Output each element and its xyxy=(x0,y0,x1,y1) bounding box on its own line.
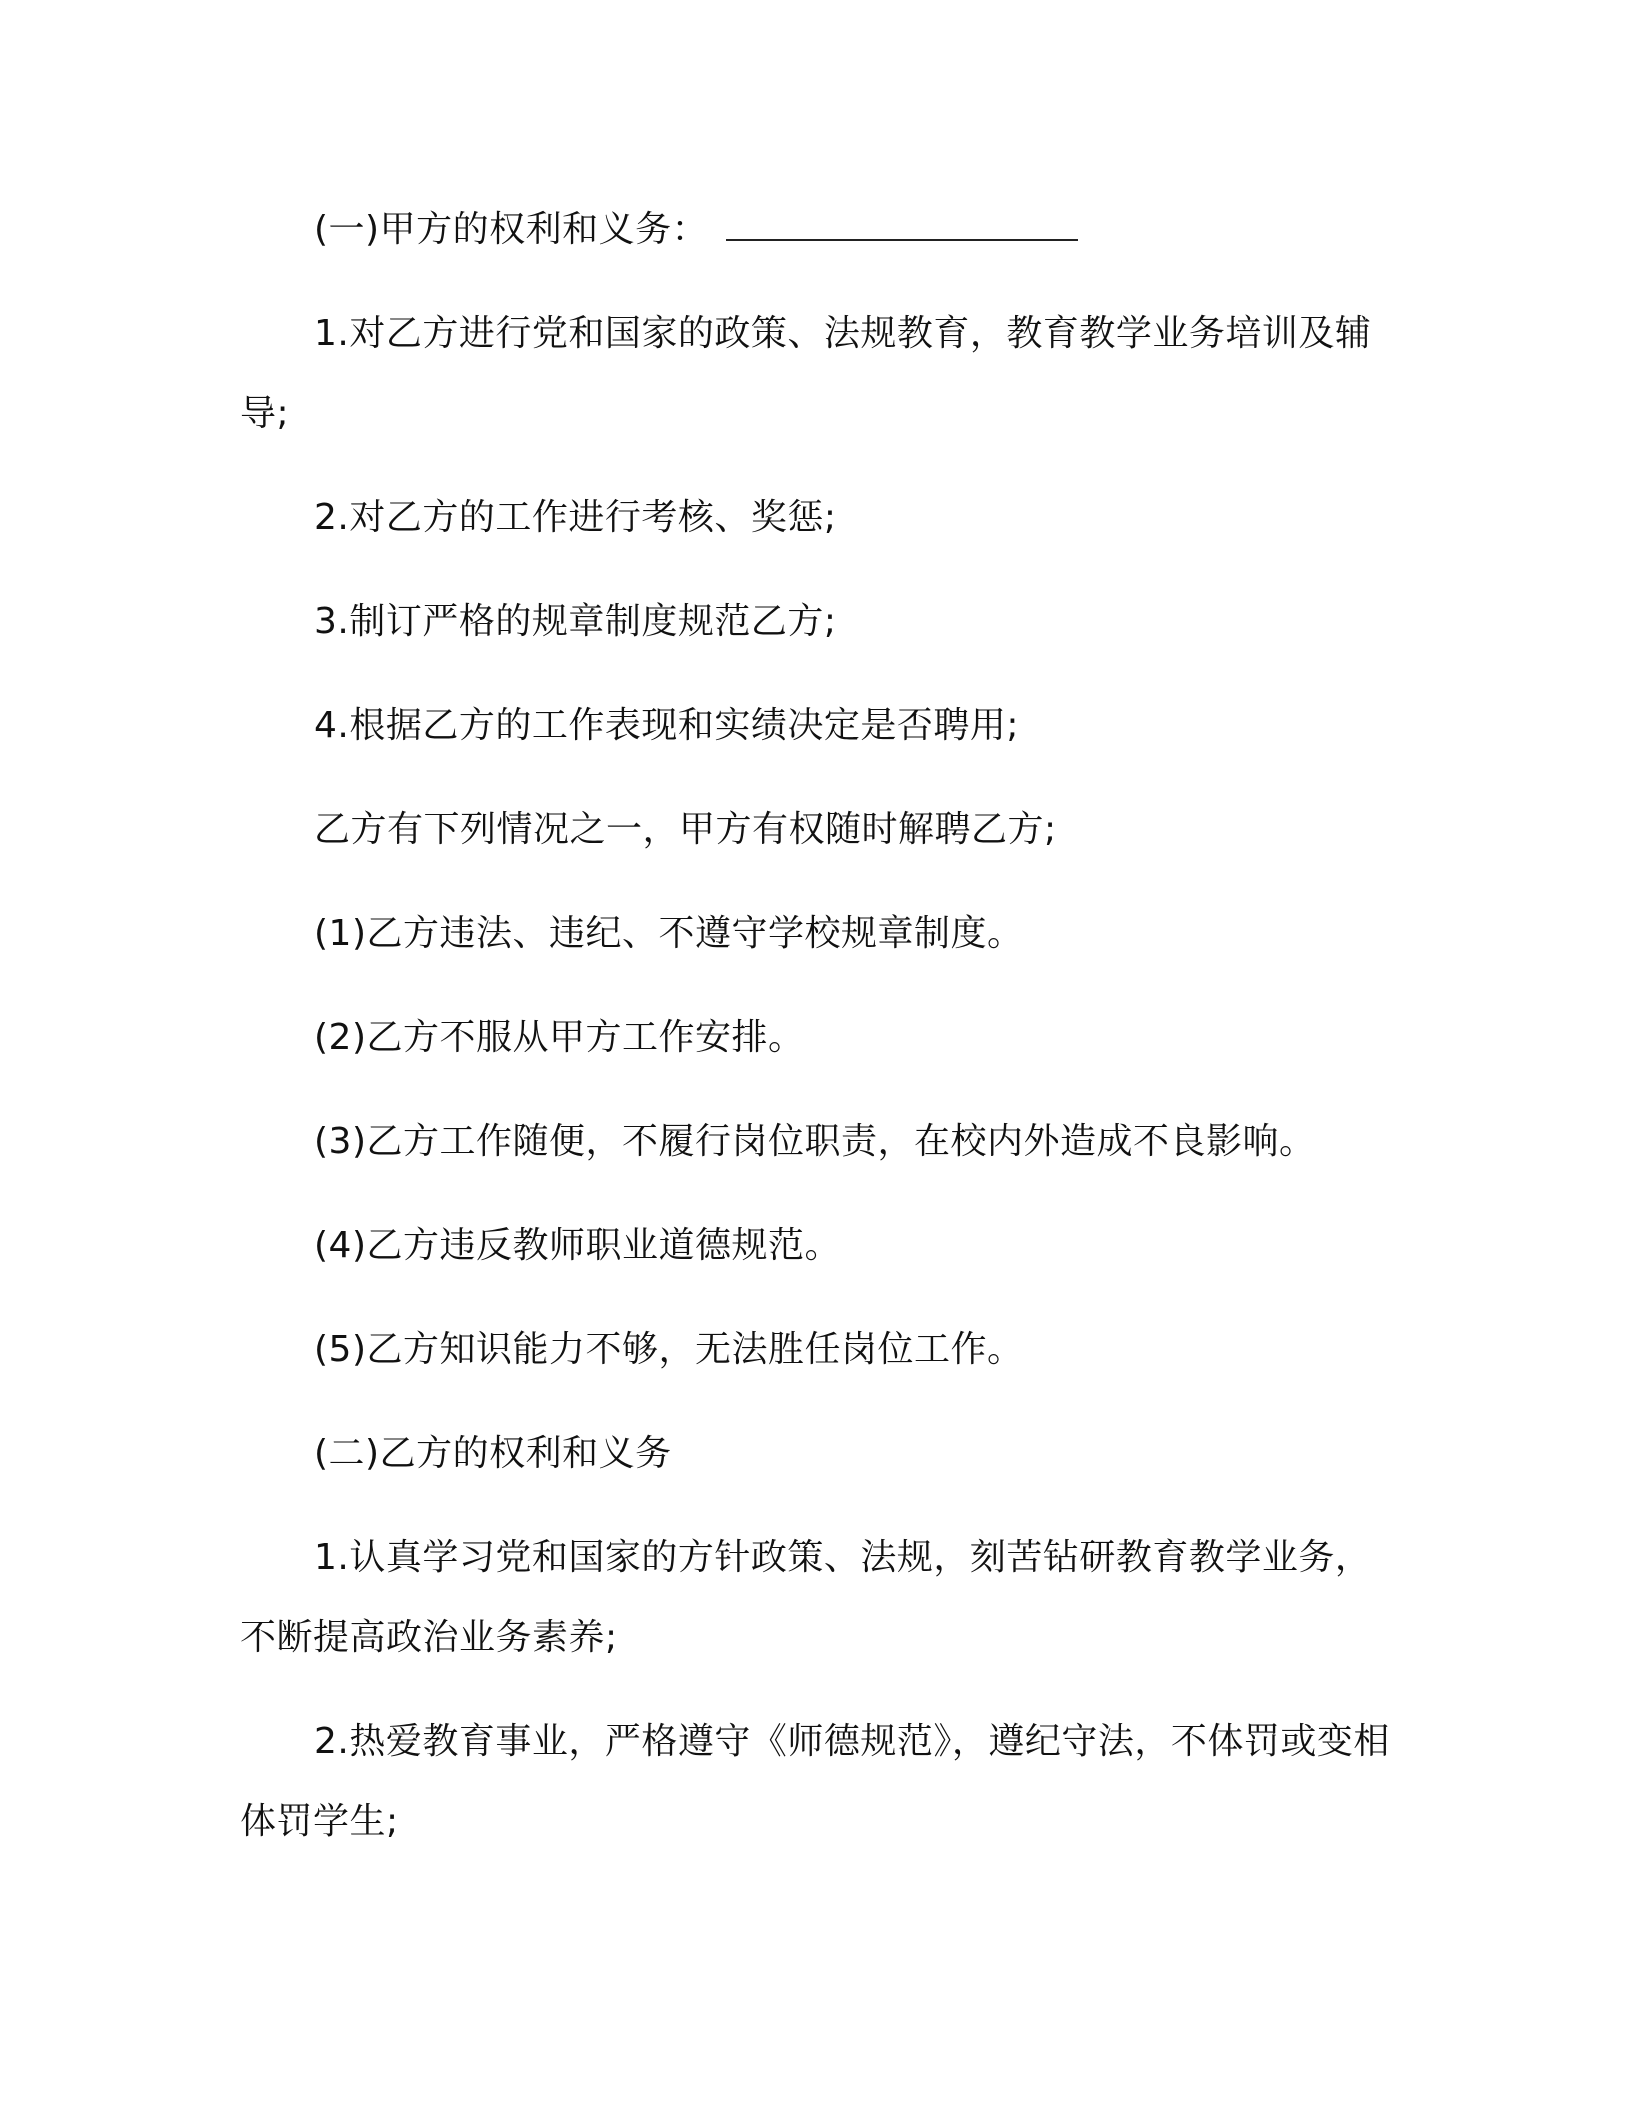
paragraph-party-b-heading: (二)乙方的权利和义务 xyxy=(314,1433,672,1474)
paragraph-item: 1.认真学习党和国家的方针政策、法规，刻苦钻研教育教学业务，不断提高政治业务素养; xyxy=(240,1537,1372,1658)
paragraph-item: 2.热爱教育事业，严格遵守《师德规范》，遵纪守法，不体罚或变相体罚学生; xyxy=(240,1721,1390,1842)
paragraph-item: (5)乙方知识能力不够，无法胜任岗位工作。 xyxy=(314,1329,1024,1370)
document-body xyxy=(240,190,1390,1886)
paragraph-item: 乙方有下列情况之一，甲方有权随时解聘乙方; xyxy=(314,809,1057,850)
paragraph-item: (1)乙方违法、违纪、不遵守学校规章制度。 xyxy=(314,913,1024,954)
paragraph-item: (4)乙方违反教师职业道德规范。 xyxy=(314,1225,841,1266)
paragraph-item: 1.对乙方进行党和国家的政策、法规教育，教育教学业务培训及辅导; xyxy=(240,313,1372,434)
paragraph-item: (2)乙方不服从甲方工作安排。 xyxy=(314,1017,805,1058)
paragraph-item: 3.制订严格的规章制度规范乙方; xyxy=(314,601,837,642)
fill-in-blank-line xyxy=(726,237,1078,241)
paragraph-item: (3)乙方工作随便，不履行岗位职责，在校内外造成不良影响。 xyxy=(314,1121,1316,1162)
paragraph-text: (一)甲方的权利和义务： xyxy=(314,209,709,250)
paragraph-party-a-heading xyxy=(240,190,1390,270)
paragraph-item: 4.根据乙方的工作表现和实绩决定是否聘用; xyxy=(314,705,1019,746)
paragraph-item: 2.对乙方的工作进行考核、奖惩; xyxy=(314,497,837,538)
